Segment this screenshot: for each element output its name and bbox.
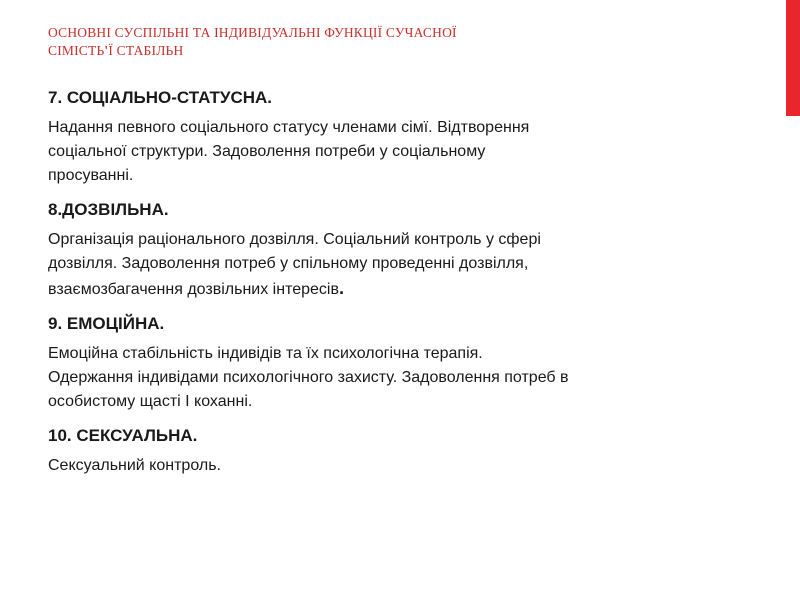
body-line: особистому щасті І коханні. (48, 393, 253, 410)
section-leisure (48, 198, 748, 302)
title-line-1: ОСНОВНІ СУСПІЛЬНІ ТА ІНДИВІДУАЛЬНІ ФУНКЦІЇ СУЧАСНОЇ (48, 25, 457, 40)
section-heading: 10. СЕКСУАЛЬНА. (48, 426, 198, 445)
section-social-status (48, 86, 748, 188)
section-body (48, 116, 748, 188)
body-line: дозвілля. Задоволення потреб у спільному проведенні дозвілля, (48, 255, 529, 272)
section-heading: 8.ДОЗВІЛЬНА. (48, 200, 169, 219)
section-heading: 7. СОЦІАЛЬНО-СТАТУСНА. (48, 88, 273, 107)
body-line: Надання певного соціального статусу членами сімї. Відтворення (48, 119, 530, 136)
section-body (48, 454, 748, 478)
bold-period: . (338, 278, 344, 298)
body-line: соціальної структури. Задоволення потреби у соціальному (48, 143, 486, 160)
section-emotional (48, 312, 748, 414)
body-line-text: взаємозбагачення дозвільних інтересів (48, 281, 339, 298)
section-sexual (48, 424, 748, 478)
body-line (48, 276, 748, 302)
body-line: Одержання індивідами психологічного захисту. Задоволення потреб в (48, 369, 569, 386)
title-line-2: СІМІСТЬ'Ї СТАБІЛЬН (48, 43, 184, 58)
slide-content (48, 86, 748, 488)
body-line: Емоційна стабільність індивідів та їх психологічна терапія. (48, 345, 483, 362)
slide-title (48, 24, 748, 60)
section-heading: 9. ЕМОЦІЙНА. (48, 314, 165, 333)
section-body (48, 342, 748, 414)
body-line: Сексуальний контроль. (48, 457, 221, 474)
title-line-2-tail: Ї СТАБІЛЬН (108, 43, 184, 58)
accent-bar (786, 0, 800, 116)
body-line: Організація раціонального дозвілля. Соціальний контроль у сфері (48, 231, 541, 248)
title-apostrophe: ' (104, 43, 109, 58)
body-line: просуванні. (48, 167, 134, 184)
section-body (48, 228, 748, 302)
